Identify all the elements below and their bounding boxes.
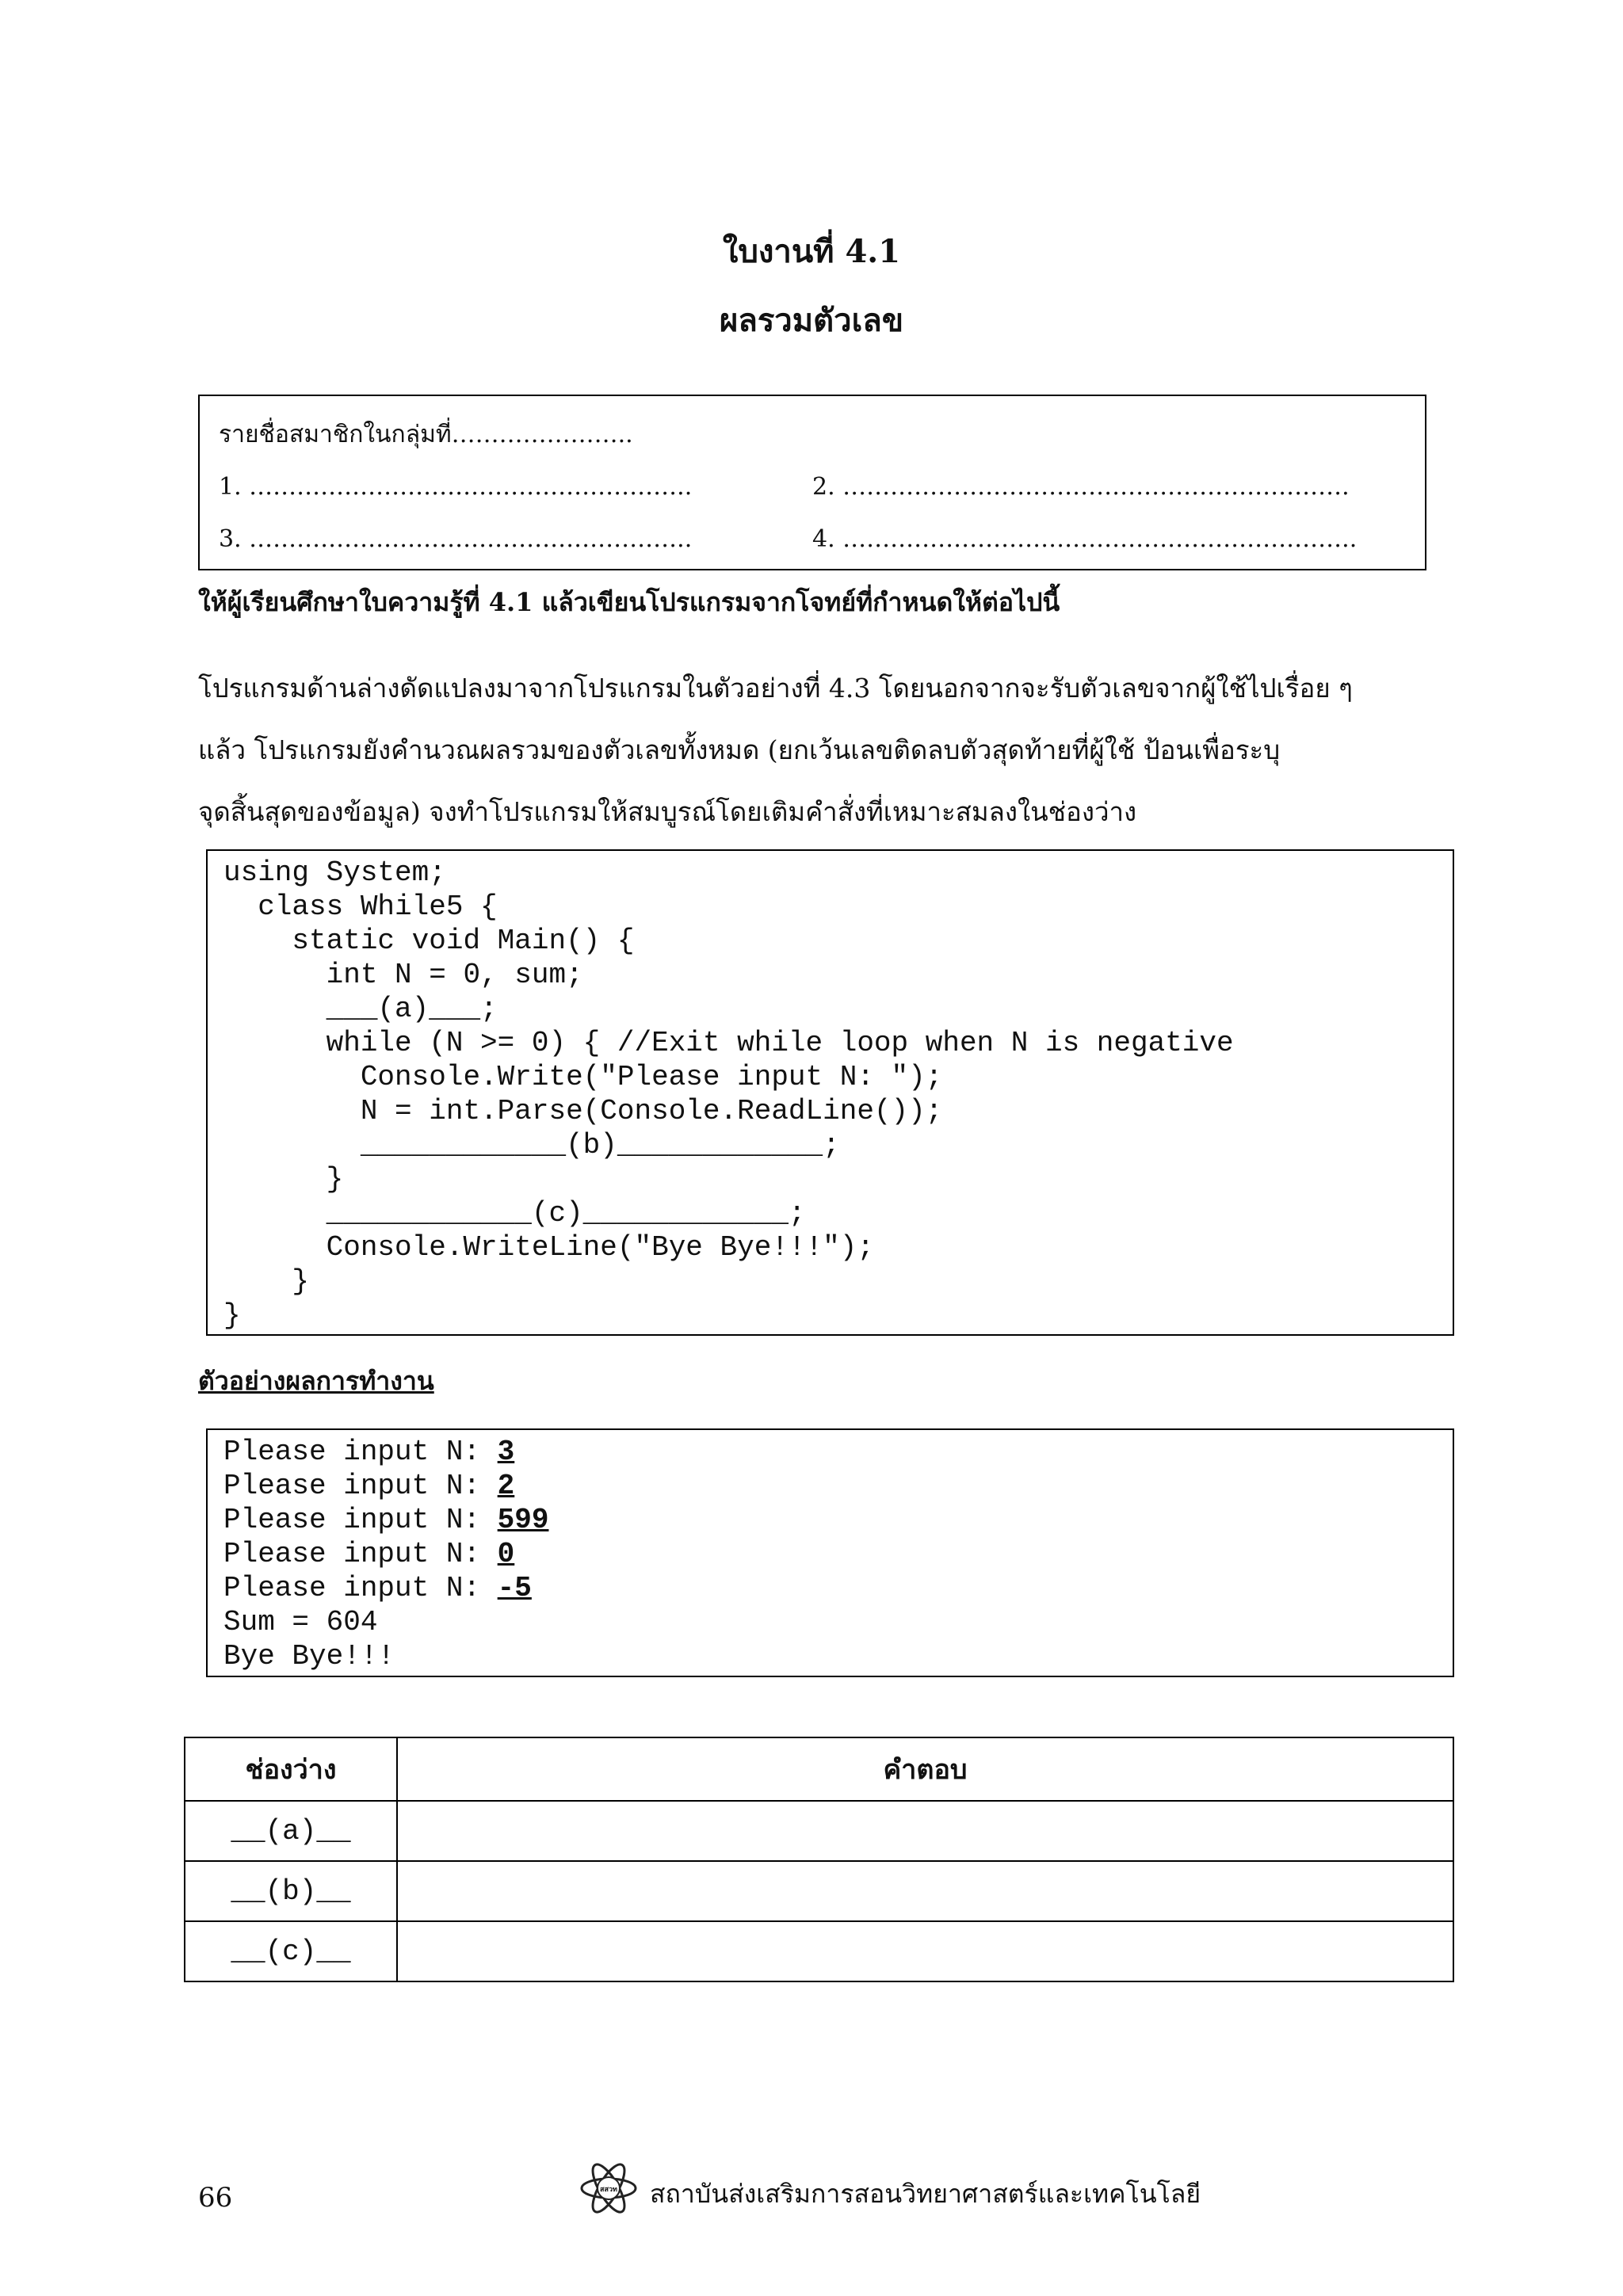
output-prompt: Please input N:	[223, 1538, 498, 1570]
description-line: จุดสิ้นสุดของข้อมูล) จงทำโปรแกรมให้สมบูรณ์โดยเติมคำสั่งที่เหมาะสมลงในช่องว่าง	[198, 796, 1137, 827]
code-line: Console.Write("Please input N: ");	[223, 1061, 943, 1093]
member-list-box	[198, 395, 1426, 570]
answer-cell-b[interactable]	[397, 1861, 1453, 1921]
description-line: โปรแกรมด้านล่างดัดแปลงมาจากโปรแกรมในตัวอย่างที่ 4.3 โดยนอกจากจะรับตัวเลขจากผู้ใช้ไปเรื่อย ๆ	[198, 673, 1353, 704]
group-label: รายชื่อสมาชิกในกลุ่มที่…………………..	[219, 421, 633, 448]
member-4-field: 4. ………………………………………………………..	[812, 525, 1358, 553]
sample-output-heading: ตัวอย่างผลการทำงาน	[198, 1366, 434, 1396]
output-sum-line: Sum = 604	[223, 1606, 378, 1638]
description-line: แล้ว โปรแกรมยังคำนวณผลรวมของตัวเลขทั้งหมด (ยกเว้นเลขติดลบตัวสุดท้ายที่ผู้ใช้ ป้อนเพื่อระบุ	[198, 734, 1281, 765]
output-line	[223, 1537, 1453, 1571]
output-line	[223, 1571, 1453, 1605]
user-input-value: 599	[497, 1504, 549, 1536]
institution-logo-icon	[577, 2157, 640, 2220]
output-prompt: Please input N:	[223, 1436, 498, 1468]
output-prompt: Please input N:	[223, 1572, 498, 1604]
output-line	[223, 1435, 1453, 1469]
output-bye-line: Bye Bye!!!	[223, 1640, 395, 1672]
user-input-value: 3	[497, 1436, 515, 1468]
answer-row	[185, 1801, 1453, 1861]
code-line: static void Main() {	[223, 925, 635, 957]
institution-name: สถาบันส่งเสริมการสอนวิทยาศาสตร์และเทคโนโลยี	[650, 2179, 1201, 2209]
answer-table-header	[185, 1737, 1453, 1801]
answer-table	[184, 1737, 1454, 1982]
output-prompt: Please input N:	[223, 1470, 498, 1502]
problem-description	[198, 658, 1442, 843]
instruction-text: ให้ผู้เรียนศึกษาใบความรู้ที่ 4.1 แล้วเขียนโปรแกรมจากโจทย์ที่กำหนดให้ต่อไปนี้	[198, 587, 1060, 617]
answer-column-header: คำตอบ	[397, 1737, 1453, 1801]
code-line: class While5 {	[223, 891, 498, 923]
answer-cell-a[interactable]	[397, 1801, 1453, 1861]
blank-label: __(a)__	[185, 1801, 397, 1861]
output-prompt: Please input N:	[223, 1504, 498, 1536]
member-3-field: 3. ………………………………………………..	[219, 525, 693, 553]
output-line	[223, 1469, 1453, 1503]
output-line	[223, 1503, 1453, 1537]
group-line	[219, 412, 1406, 464]
answer-row	[185, 1861, 1453, 1921]
user-input-value: 2	[497, 1470, 515, 1502]
worksheet-title: ใบงานที่ 4.1	[722, 233, 901, 270]
code-line: int N = 0, sum;	[223, 959, 583, 991]
code-blank-a: ___(a)___;	[223, 993, 498, 1025]
member-2-field: 2. ……………………………………………………….	[812, 473, 1350, 501]
code-blank-c: ____________(c)____________;	[223, 1197, 806, 1230]
logo-text: สสวท	[600, 2186, 617, 2194]
page-number: 66	[198, 2182, 233, 2214]
user-input-value: -5	[497, 1572, 532, 1604]
code-block	[206, 849, 1454, 1336]
answer-cell-c[interactable]	[397, 1921, 1453, 1981]
member-1-field: 1. ………………………………………………..	[219, 473, 693, 501]
code-blank-b: ____________(b)____________;	[223, 1129, 840, 1161]
user-input-value: 0	[497, 1538, 515, 1570]
code-line: N = int.Parse(Console.ReadLine());	[223, 1095, 943, 1127]
answer-row	[185, 1921, 1453, 1981]
code-line: using System;	[223, 856, 446, 889]
member-row-1	[219, 464, 1406, 517]
blank-column-header: ช่องว่าง	[185, 1737, 397, 1801]
member-row-2	[219, 517, 1406, 569]
code-line: while (N >= 0) { //Exit while loop when N is negative	[223, 1027, 1234, 1059]
code-line: }	[223, 1163, 344, 1196]
code-line: }	[223, 1299, 241, 1332]
code-line: Console.WriteLine("Bye Bye!!!");	[223, 1231, 874, 1264]
code-line: }	[223, 1265, 310, 1298]
sample-output-block	[206, 1428, 1454, 1677]
blank-label: __(c)__	[185, 1921, 397, 1981]
blank-label: __(b)__	[185, 1861, 397, 1921]
worksheet-subtitle: ผลรวมตัวเลข	[719, 302, 904, 339]
